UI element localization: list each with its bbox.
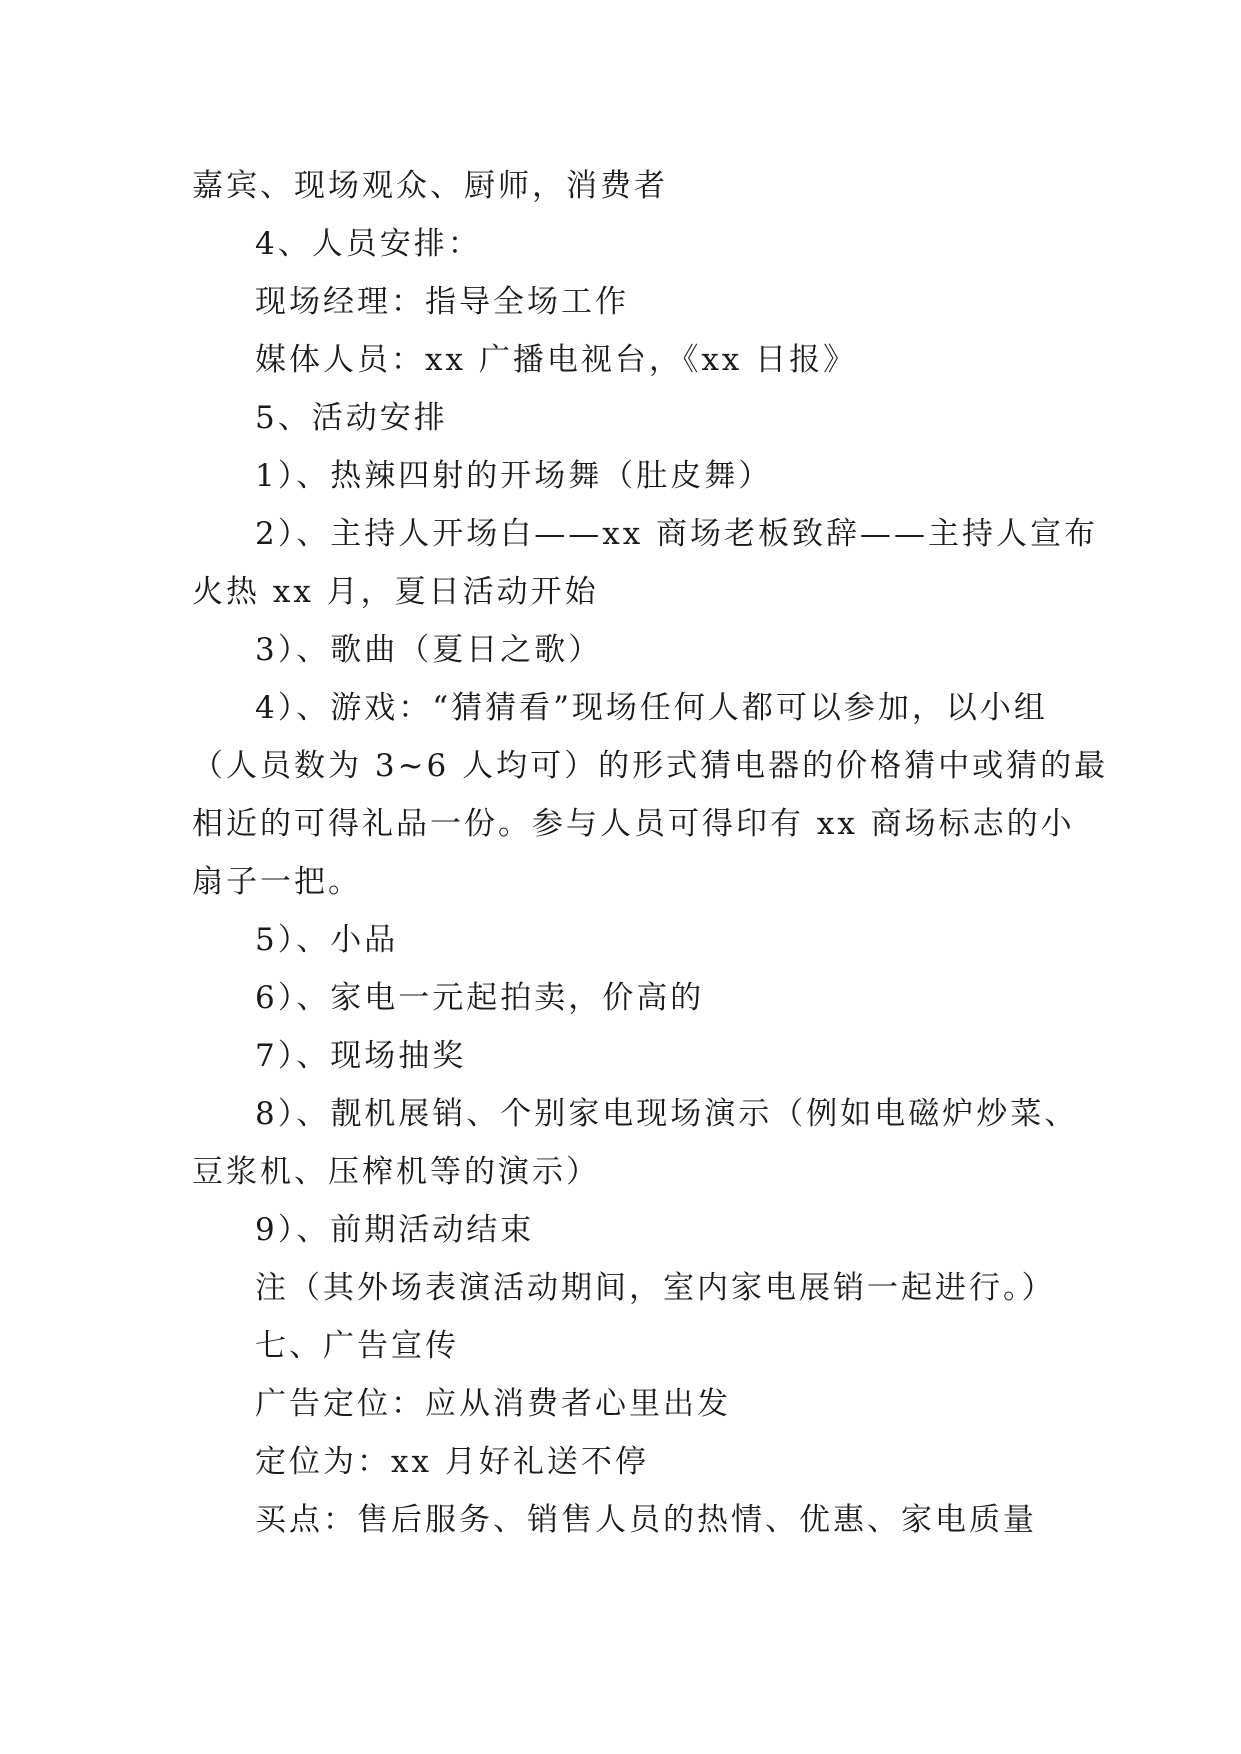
section-heading: 七、广告宣传 [255, 1328, 459, 1364]
text-line: 广告定位：应从消费者心里出发 [255, 1386, 731, 1422]
text-line: 2）、主持人开场白——xx 商场老板致辞——主持人宣布 [255, 516, 1099, 552]
text-line: 火热 xx 月，夏日活动开始 [192, 574, 599, 610]
text-line: （人员数为 3~6 人均可）的形式猜电器的价格猜中或猜的最 [192, 748, 1109, 784]
text-line: 相近的可得礼品一份。参与人员可得印有 xx 商场标志的小 [192, 806, 1075, 842]
text-line: 7）、现场抽奖 [255, 1038, 467, 1074]
text-line: 买点：售后服务、销售人员的热情、优惠、家电质量 [255, 1502, 1037, 1538]
text-line: 现场经理：指导全场工作 [255, 284, 629, 320]
text-line: 8）、靓机展销、个别家电现场演示（例如电磁炉炒菜、 [255, 1096, 1079, 1132]
text-line: 4）、游戏：“猜猜看”现场任何人都可以参加，以小组 [255, 690, 1048, 726]
text-line: 3）、歌曲（夏日之歌） [255, 632, 603, 668]
text-line: 6）、家电一元起拍卖，价高的 [255, 980, 705, 1016]
text-line: 9）、前期活动结束 [255, 1212, 535, 1248]
text-line: 4、人员安排： [255, 226, 482, 262]
text-line: 媒体人员：xx 广播电视台，《xx 日报》 [255, 342, 858, 378]
text-line: 5、活动安排 [255, 400, 448, 436]
text-line: 扇子一把。 [192, 864, 362, 900]
text-line: 1）、热辣四射的开场舞（肚皮舞） [255, 458, 773, 494]
text-line: 5）、小品 [255, 922, 399, 958]
text-line: 定位为：xx 月好礼送不停 [255, 1444, 649, 1480]
text-line: 嘉宾、现场观众、厨师，消费者 [192, 168, 668, 204]
text-line: 注（其外场表演活动期间，室内家电展销一起进行。） [255, 1270, 1056, 1306]
text-line: 豆浆机、压榨机等的演示） [192, 1154, 600, 1190]
